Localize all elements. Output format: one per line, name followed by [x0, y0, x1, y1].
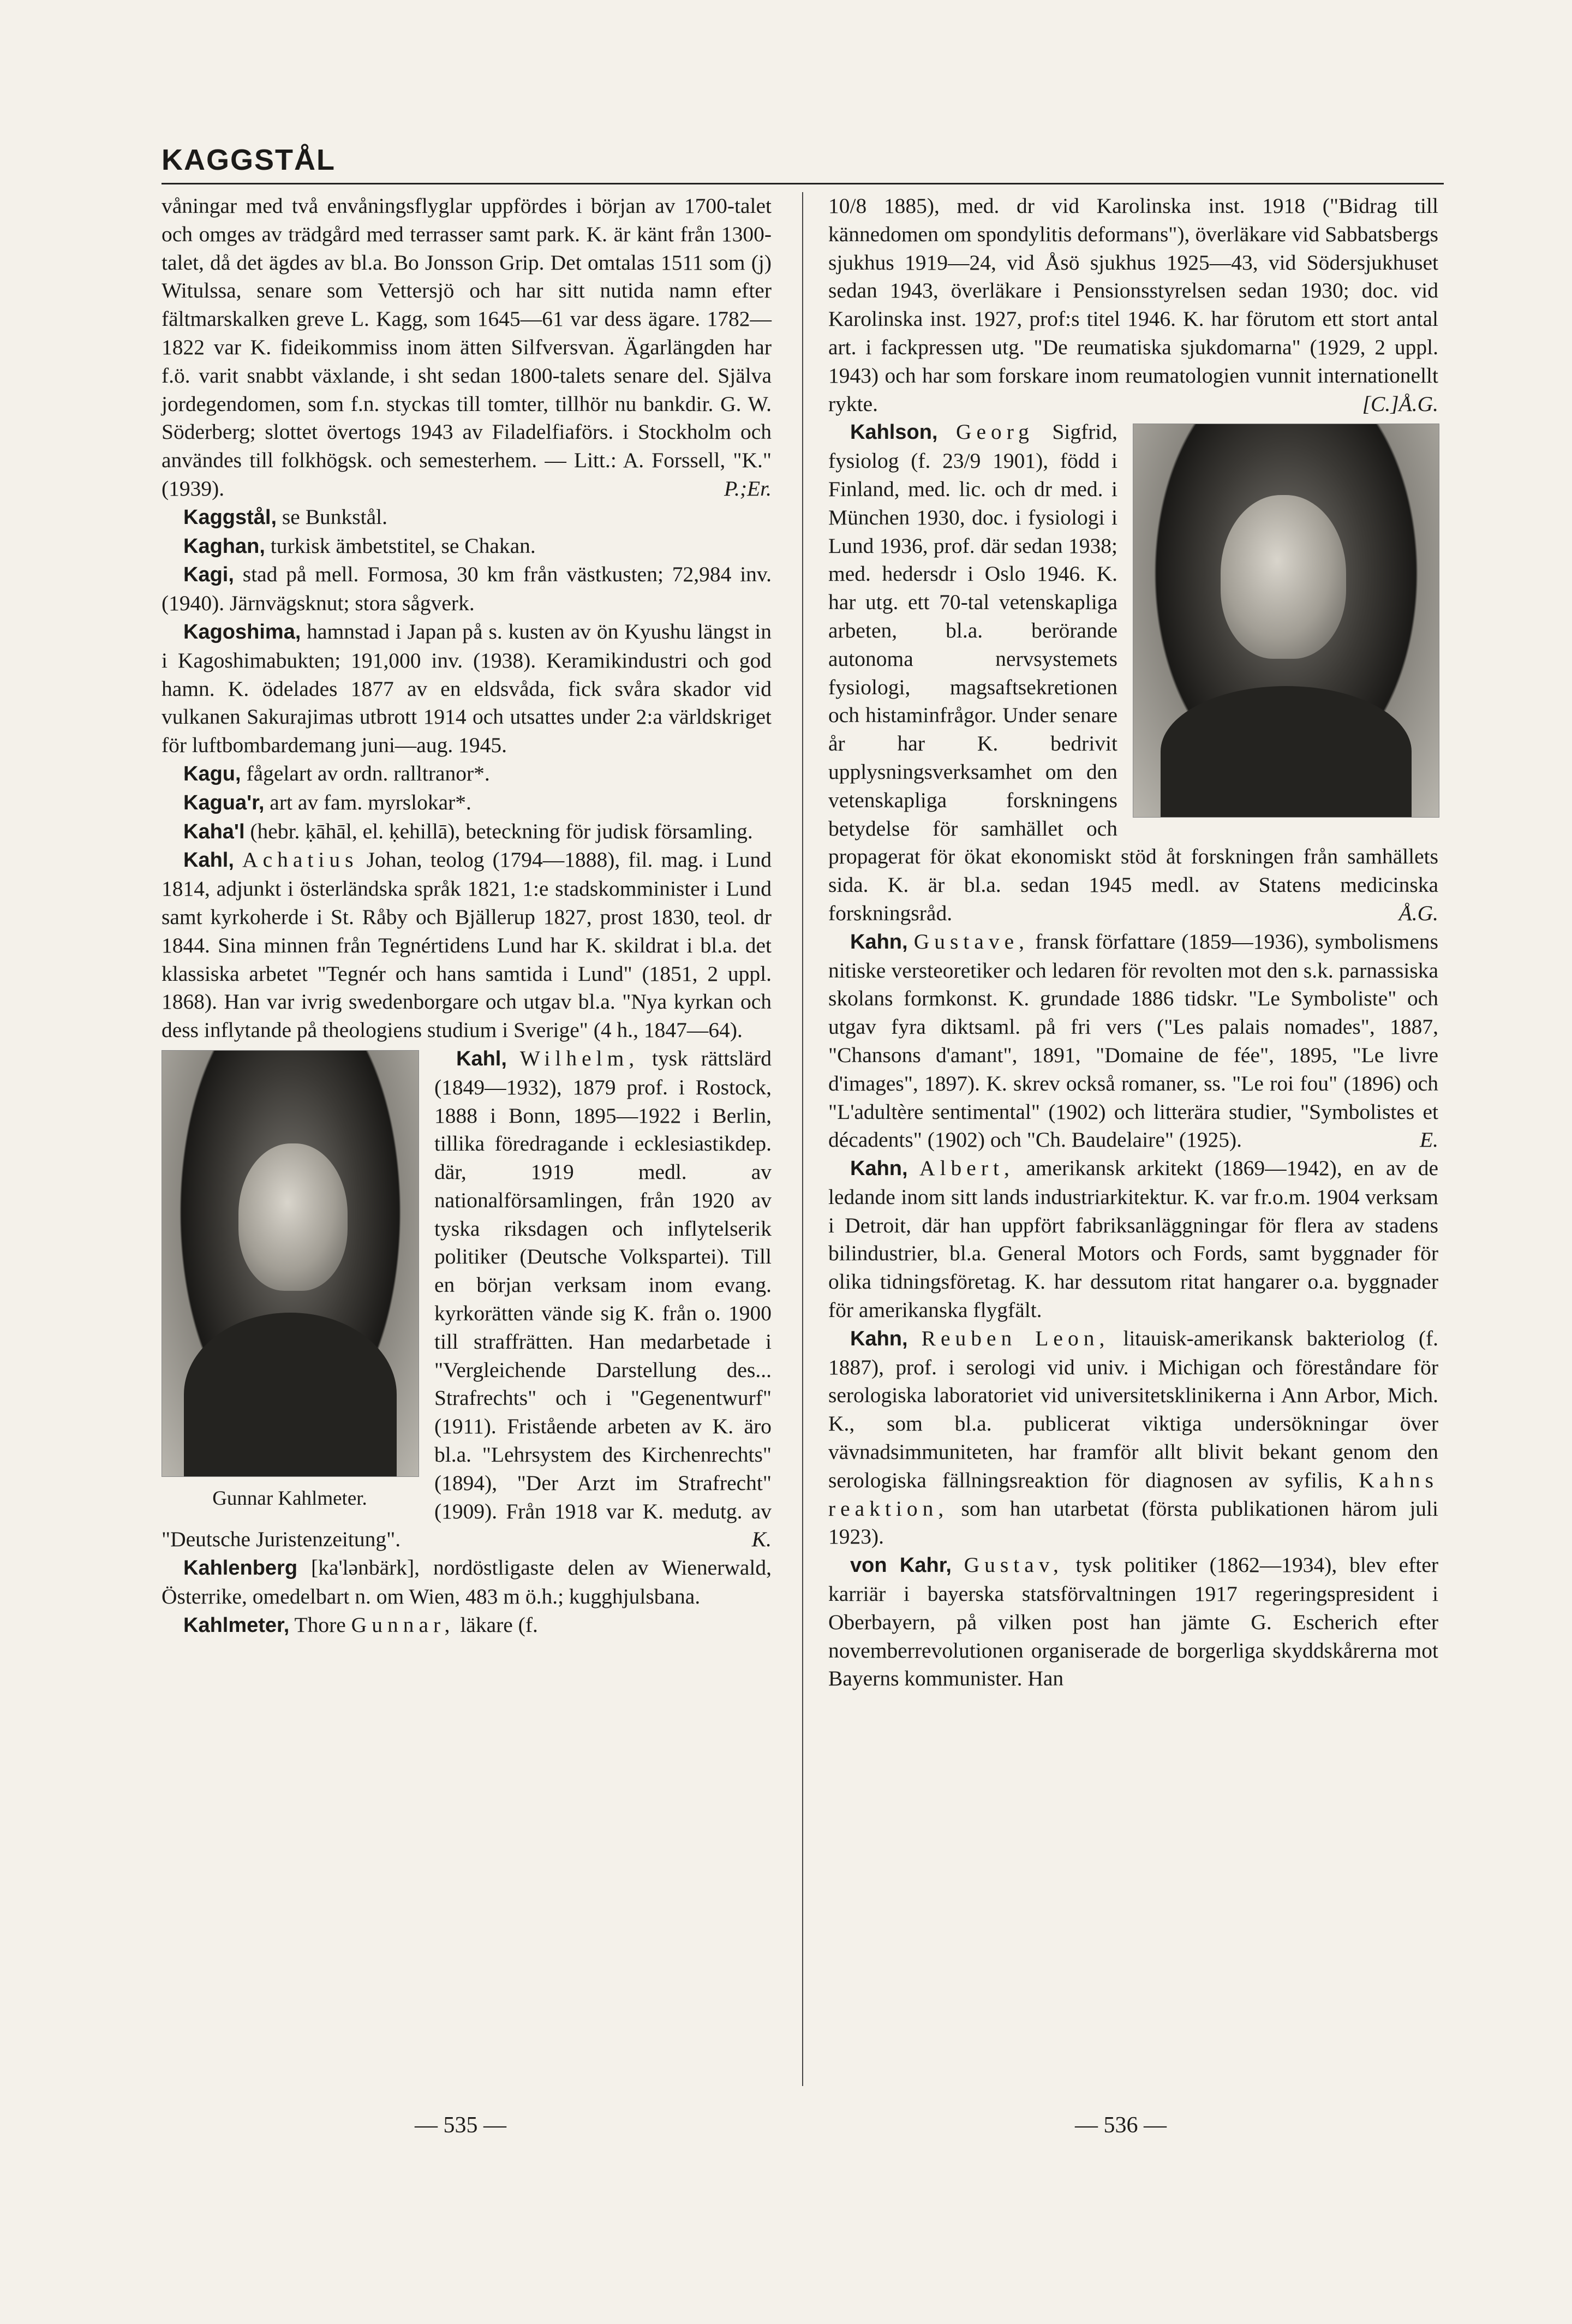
- portrait-kahlson: [1133, 424, 1438, 818]
- entry-kahl-achatius: Kahl, Achatius Johan, teolog (1794—1888), fil. mag. i Lund 1814, adjunkt i österländska språk 1821, 1:e stadskomminister i Lund samt kyrkoherde i St. Råby och Bjällerup 1827, prost 1830, teol. dr 1844. Sina minnen från Tegnértidens Lund har K. skildrat i bl.a. det klassiska arbetet "Tegnér och hans samtida i Lund" (1851, 2 uppl. 1868). Han var ivrig swedenborgare och utgav bl.a. "Nya kyrkan och dess inflytande på theologiens studium i Sverige" (4 h., 1847—64).: [162, 848, 772, 1042]
- column-divider: [802, 192, 803, 2086]
- entry-kaghan: Kaghan, turkisk ämbetstitel, se Chakan.: [183, 533, 536, 558]
- entry-kaguar: Kagua'r, art av fam. myrslokar*.: [183, 790, 471, 814]
- entry-kahlson: Kahlson, Georg Sigfrid, fysiolog (f. 23/9 1901), född i Finland, med. lic. och dr med. i München 1930, doc. i fysiologi i Lund 1936, prof. där sedan 1938; med. hedersdr i Oslo 1946. K. har utg. ett 70-tal vetenskapliga arbeten, bl.a. berörande autonoma nervsystemets fysiologi, magsaftsekretionen och histaminfrågor. Under senare år har K. bedrivit upplysningsverksamhet om den vetenskapliga forskningens betydelse för samhället och propagerat för ökat ekonomiskt stöd åt forskningen från samhällets sida. K. är bl.a. sedan 1945 medl. av Statens medicinska forskningsråd. Å.G.: [828, 420, 1438, 925]
- portrait-face: [238, 1143, 348, 1291]
- header-rule: [162, 183, 1444, 184]
- running-header: KAGGSTÅL: [162, 144, 336, 176]
- left-column: [162, 192, 772, 1640]
- entry-kagu: Kagu, fågelart av ordn. ralltranor*.: [183, 761, 490, 785]
- photo-caption: Gunnar Kahlmeter.: [212, 1487, 367, 1510]
- kahlmeter-continuation: 10/8 1885), med. dr vid Karolinska inst. 1918 ("Bidrag till kännedomen om spondylitis deformans"), överläkare vid Sabbatsbergs sjukhus 1919—24, vid Åsö sjukhus 1925—43, vid Södersjukhuset sedan 1943, överläkare i Pensionsstyrelsen sedan 1930; doc. vid Karolinska inst. 1927, prof:s titel 1946. K. har förutom ett stort antal art. i fackpressen utg. "De reumatiska sjukdomarna" (1929, 2 uppl. 1943) och har som forskare inom reumatologien vunnit internationellt rykte. [C.]Å.G.: [828, 194, 1438, 416]
- portrait-kahlmeter: [162, 1050, 418, 1513]
- entry-kahn-reuben: Kahn, Reuben Leon, litauisk-amerikansk bakteriolog (f. 1887), prof. i serologi vid univ. i Michigan och föreståndare för serologiska laboratoriet vid universitetsklinikerna i Ann Arbor, Mich. K., som bl.a. publicerat viktiga undersökningar över vävnadsimmuniteten, har framför allt blivit bekant genom den serologiska fällningsreaktion för diagnosen av syfilis, Kahns reaktion, som han utarbetat (första publikationen härom juli 1923).: [828, 1326, 1439, 1549]
- portrait-body: [184, 1313, 397, 1476]
- entry-kahl-wilhelm: Kahl, Wilhelm, tysk rättslärd (1849—1932), 1879 prof. i Rostock, 1888 i Bonn, 1895—1922 i Berlin, tillika föredragande i ecklesiastikdep. där, 1919 medl. av nationalförsamlingen, från 1920 av tyska riksdagen och inflytelserik politiker (Deutsche Volkspartei). Till en början verksam inom evang. kyrkorätten vände sig K. från o. 1900 till straffrätten. Han medarbetade i "Vergleichende Darstellung des... Strafrechts" och i "Gegenentwurf" (1911). Fristående arbeten av K. äro bl.a. "Lehrsystem des Kirchenrechts" (1894), "Der Arzt im Strafrecht" (1909). Från 1918 var K. medutg. av "Deutsche Juristenzeitung". K.: [162, 1046, 772, 1552]
- entry-kaggstal: Kaggstål, se Bunkstål.: [183, 504, 388, 529]
- page-number-left: — 535 —: [415, 2113, 506, 2138]
- entry-von-kahr: von Kahr, Gustav, tysk politiker (1862—1934), blev efter karriär i bayerska statsförvaltningen 1917 regeringspresident i Oberbayern, på vilken post han jämte G. Escherich efter novemberrevolutionen organiserade de borgerliga skyddskårerna mot Bayerns kommunister. Han: [828, 1553, 1439, 1691]
- portrait-body: [1161, 686, 1412, 817]
- kaggstal-continuation: våningar med två envåningsflyglar uppfördes i början av 1700-talet och omges av trädgård med terrasser samt park. K. är känt från 1300-talet, då det ägdes av bl.a. Bo Jonsson Grip. Det omtalas 1511 som (j) Witulssa, senare som Vettersjö och har sitt nutida namn efter fältmarskalken greve L. Kagg, som 1645—61 var dess ägare. 1782—1822 var K. fideikommiss inom ätten Silfversvan. Ägarlängden har f.ö. varit snabbt växlande, i sht sedan 1800-talets senare del. Själva jordegendomen, som f.n. styckas till tomter, tillhör nu bankdir. G. W. Söderberg; slottet övertogs 1943 av Filadelfiaförs. i Stockholm och användes till folkhögsk. och semesterhem. — Litt.: A. Forssell, "K." (1939). P.;Er.: [162, 194, 772, 500]
- entry-kahn-gustave: Kahn, Gustave, fransk författare (1859—1936), symbolismens nitiske versteoretiker och ledaren för revolten mot den s.k. parnassiska skolans formkonst. K. grundade 1886 tidskr. "Le Symboliste" och utgav fyra diktsaml. på fri vers ("Les palais nomades", 1887, "Chansons d'amant", 1891, "Domaine de fée", 1895, "Le livre d'images", 1897). K. skrev också romaner, ss. "Le roi fou" (1896) och "L'adultère sentimental" (1902) och litterära studier, "Symbolistes et décadents" (1902) och "Ch. Baudelaire" (1925). E.: [828, 929, 1438, 1152]
- page-number-right: — 536 —: [1075, 2113, 1167, 2138]
- portrait-photo: [162, 1050, 419, 1477]
- entry-kahn-albert: Kahn, Albert, amerikansk arkitekt (1869—1942), en av de ledande inom sitt lands industriarkitektur. K. var fr.o.m. 1904 verksam i Detroit, där han uppfört fabriksanläggningar för flera av stadens bilindustrier, bl.a. General Motors och Fords, samt byggnader för olika tidningsföretag. K. har dessutom ritat hangarer o.a. byggnader för amerikanska flygfält.: [828, 1156, 1438, 1322]
- portrait-photo: [1133, 424, 1439, 818]
- portrait-face: [1221, 495, 1346, 659]
- entry-kahlmeter: Kahlmeter, Thore Gunnar, läkare (f.: [183, 1612, 538, 1637]
- entry-kahlenberg: Kahlenberg [ka'lənbärk], nordöstligaste delen av Wienerwald, Österrike, omedelbart n. om Wien, 483 m ö.h.; kugghjulsbana.: [162, 1556, 772, 1609]
- entry-kagoshima: Kagoshima, hamnstad i Japan på s. kusten av ön Kyushu längst in i Kagoshimabukten; 191,000 inv. (1938). Keramikindustri och god hamn. K. ödelades 1877 av en eldsvåda, fick svåra skador vid vulkanen Sakurajimas utbrott 1914 och utsattes under 2:a världskriget för luftbombardemang juni—aug. 1945.: [162, 619, 772, 758]
- entry-kahal: Kaha'l (hebr. ḳāhāl, el. ḳehillā), beteckning för judisk församling.: [183, 819, 753, 843]
- right-column: [828, 192, 1438, 1693]
- entry-kagi: Kagi, stad på mell. Formosa, 30 km från västkusten; 72,984 inv. (1940). Järnvägsknut; stora sågverk.: [162, 562, 772, 616]
